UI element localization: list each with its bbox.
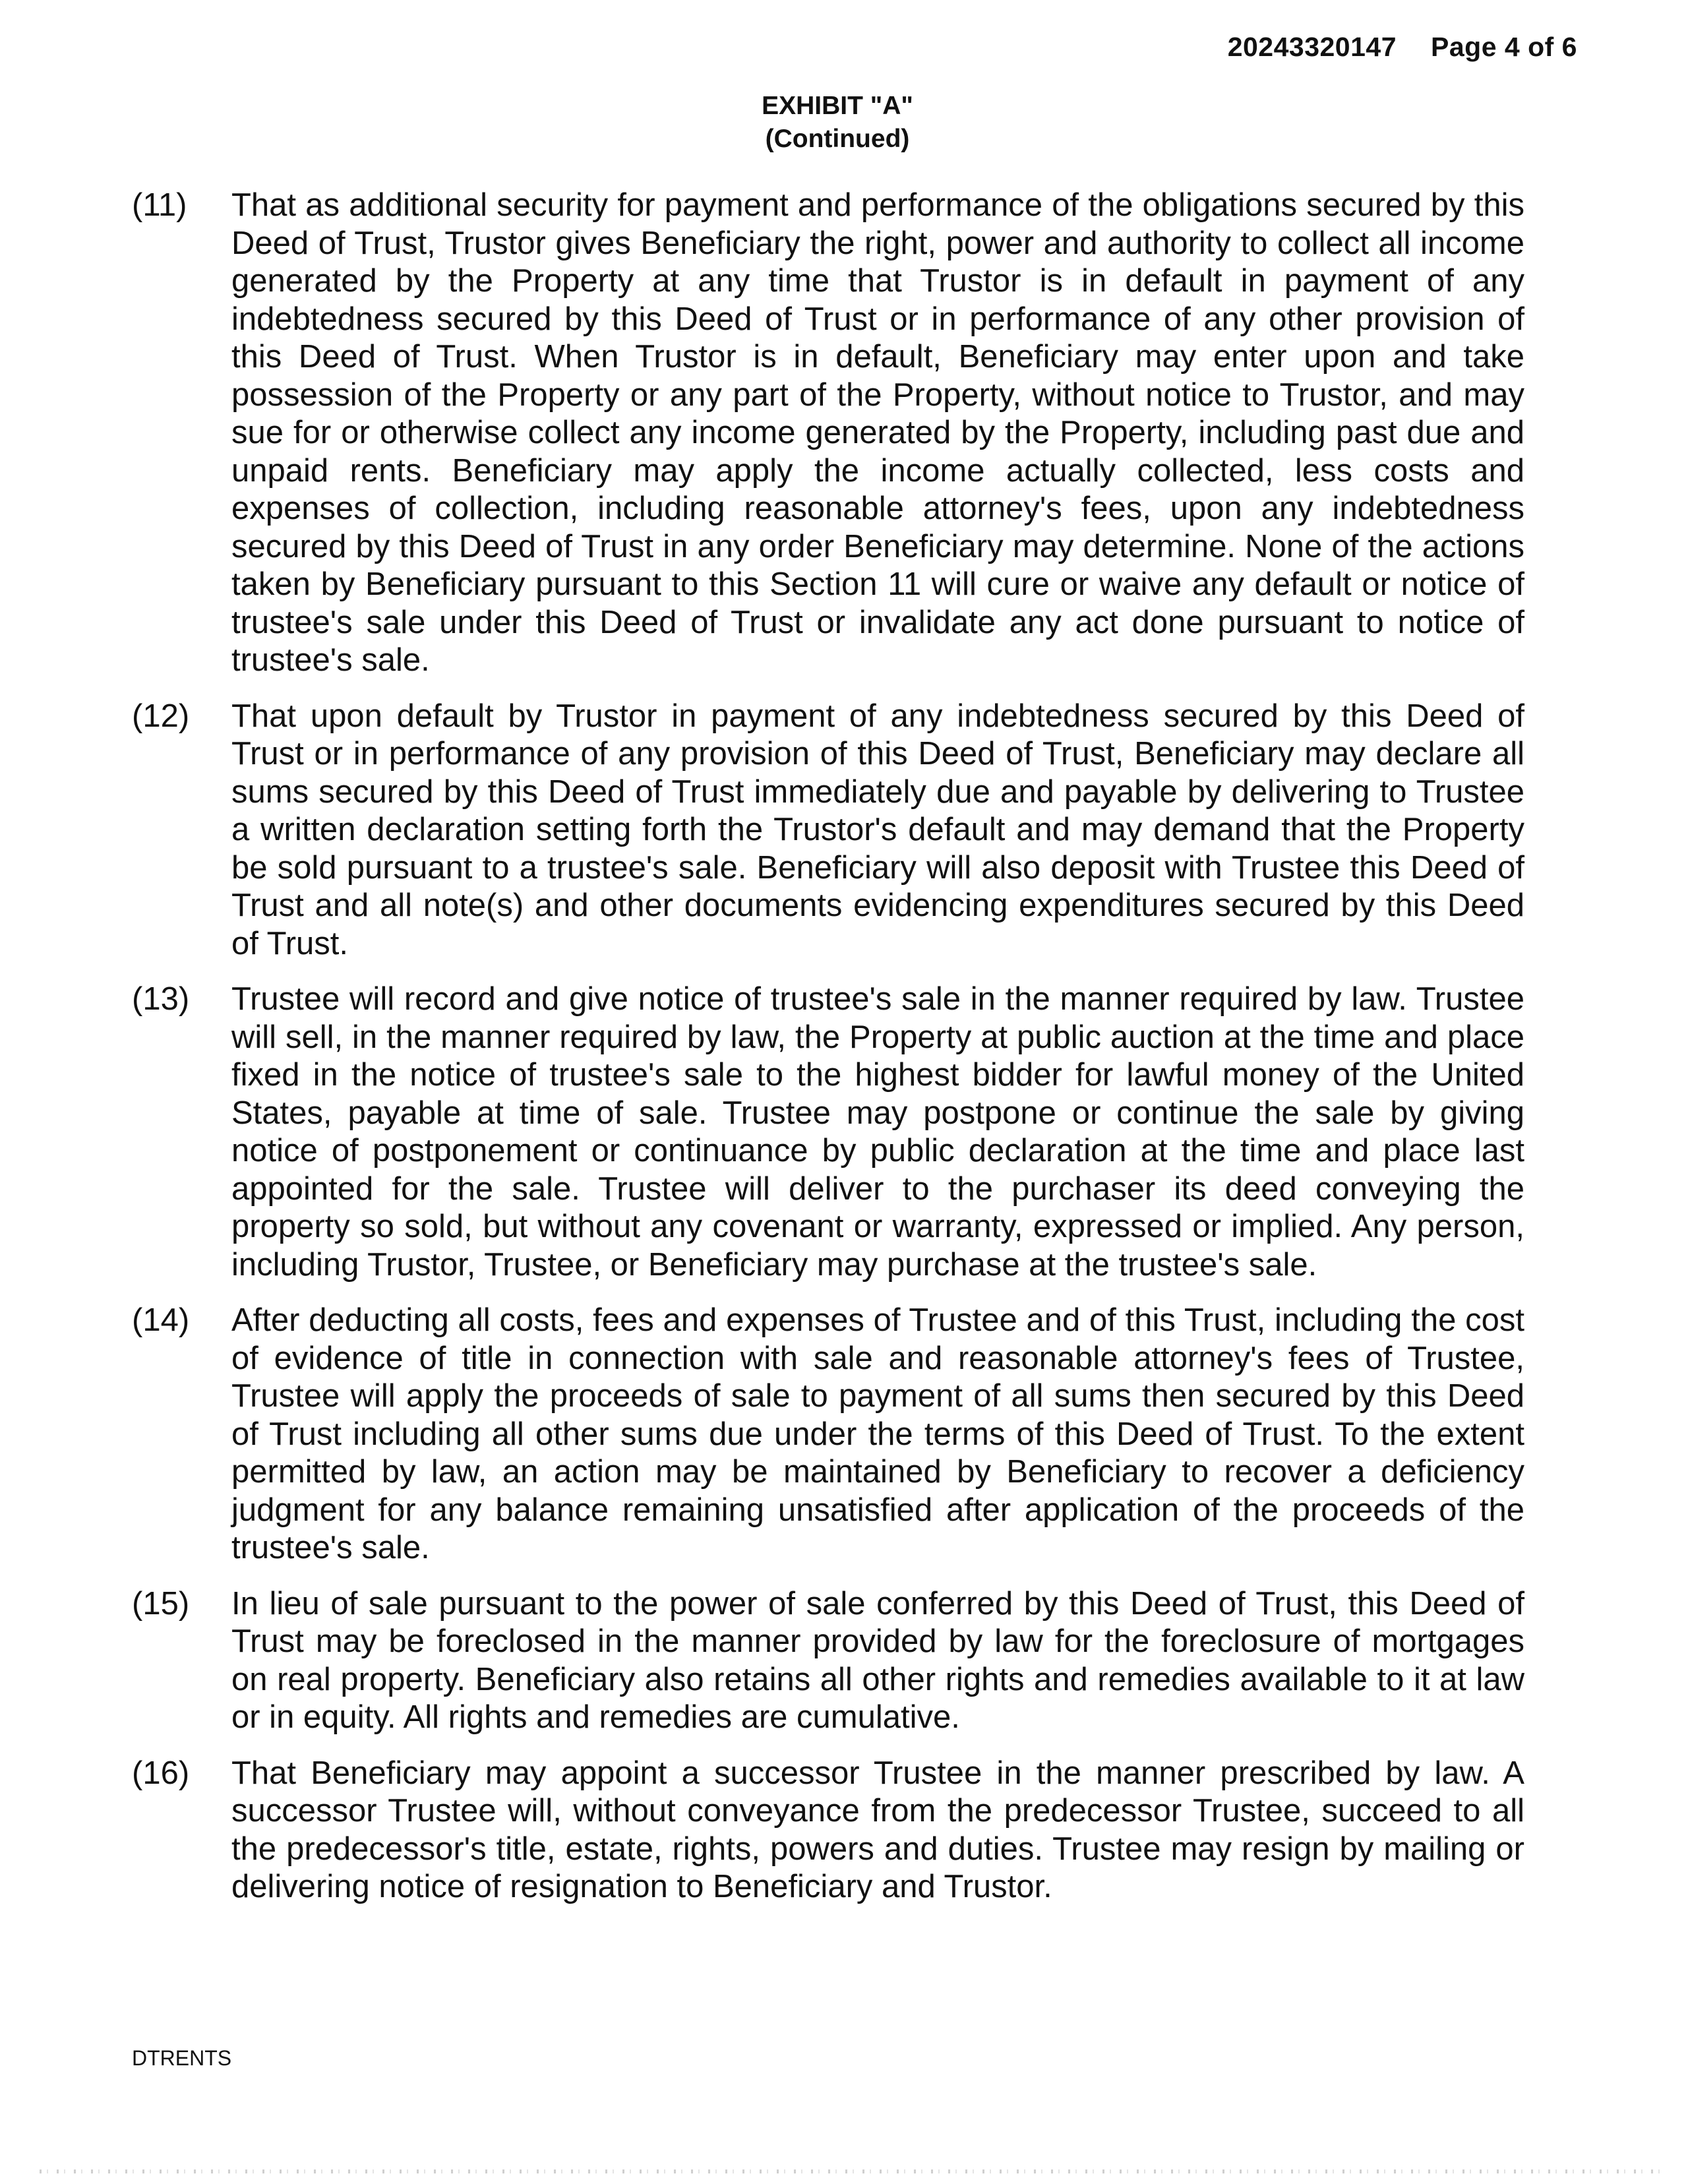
exhibit-subtitle: (Continued) xyxy=(765,125,910,153)
clause-list xyxy=(132,187,1524,1924)
clause-text: In lieu of sale pursuant to the power of sale conferred by this Deed of Trust, this Deed of Trust may be foreclosed in the manner provided by law for the foreclosure of mortgages on real property. Beneficiary also retains all other rights and remedies available to it at law or in equity. All rights and remedies are cumulative. xyxy=(231,1585,1524,1735)
clause-number: (15) xyxy=(132,1585,190,1622)
clause-text: That Beneficiary may appoint a successor Trustee in the manner prescribed by law. A successor Trustee will, without conveyance from the predecessor Trustee, succeed to all the predecessor's title, estate, rights, powers and duties. Trustee may resign by mailing or delivering notice of resignation to Beneficiary and Trustor. xyxy=(231,1755,1524,1904)
clause-15 xyxy=(132,1585,1524,1737)
clause-12 xyxy=(132,698,1524,963)
clause-number: (13) xyxy=(132,981,190,1017)
clause-number: (12) xyxy=(132,698,190,734)
clause-number: (14) xyxy=(132,1302,190,1338)
document-number: 20243320147 xyxy=(1227,32,1397,62)
clause-text: That upon default by Trustor in payment of any indebtedness secured by this Deed of Trust or in performance of any provision of this Deed of Trust, Beneficiary may declare all sums secured by this Deed of Trust immediately due and payable by delivering to Trustee a written declaration setting forth the Trustor's default and may demand that the Property be sold pursuant to a trustee's sale. Beneficiary will also deposit with Trustee this Deed of Trust and all note(s) and other documents evidencing expenditures secured by this Deed of Trust. xyxy=(231,698,1524,961)
form-code: DTRENTS xyxy=(132,2046,232,2070)
clause-number: (16) xyxy=(132,1755,190,1791)
exhibit-title: EXHIBIT "A" xyxy=(762,92,913,120)
clause-text: Trustee will record and give notice of trustee's sale in the manner required by law. Trustee will sell, in the manner required by law, the Property at public auction at the time and place fixed in the notice of trustee's sale to the highest bidder for lawful money of the United States, payable at time of sale. Trustee may postpone or continue the sale by giving notice of postponement or continuance by public declaration at the time and place last appointed for the sale. Trustee will deliver to the purchaser its deed conveying the property so sold, but without any covenant or warranty, expressed or implied. Any person, including Trustor, Trustee, or Beneficiary may purchase at the trustee's sale. xyxy=(231,981,1524,1283)
clause-13 xyxy=(132,981,1524,1284)
clause-11 xyxy=(132,187,1524,680)
page-label: Page 4 of 6 xyxy=(1431,32,1577,62)
exhibit-heading xyxy=(0,90,1688,156)
clause-number: (11) xyxy=(132,187,187,223)
clause-text: After deducting all costs, fees and expenses of Trustee and of this Trust, including the cost of evidence of title in connection with sale and reasonable attorney's fees of Trustee, Trustee will apply the proceeds of sale to payment of all sums then secured by this Deed of Trust including all other sums due under the terms of this Deed of Trust. To the extent permitted by law, an action may be maintained by Beneficiary to recover a deficiency judgment for any balance remaining unsatisfied after application of the proceeds of the trustee's sale. xyxy=(231,1302,1524,1565)
clause-14 xyxy=(132,1302,1524,1567)
clause-16 xyxy=(132,1755,1524,1906)
scan-edge-artifact xyxy=(40,2169,1662,2173)
document-header xyxy=(1228,32,1577,63)
clause-text: That as additional security for payment and performance of the obligations secured by this Deed of Trust, Trustor gives Beneficiary the right, power and authority to collect all income generated by the Property at any time that Trustor is in default in payment of any indebtedness secured by this Deed of Trust or in performance of any other provision of this Deed of Trust. When Trustor is in default, Beneficiary may enter upon and take possession of the Property or any part of the Property, without notice to Trustor, and may sue for or otherwise collect any income generated by the Property, including past due and unpaid rents. Beneficiary may apply the income actually collected, less costs and expenses of collection, including reasonable attorney's fees, upon any indebtedness secured by this Deed of Trust in any order Beneficiary may determine. None of the actions taken by Beneficiary pursuant to this Section 11 will cure or waive any default or notice of trustee's sale under this Deed of Trust or invalidate any act done pursuant to notice of trustee's sale. xyxy=(231,187,1524,678)
